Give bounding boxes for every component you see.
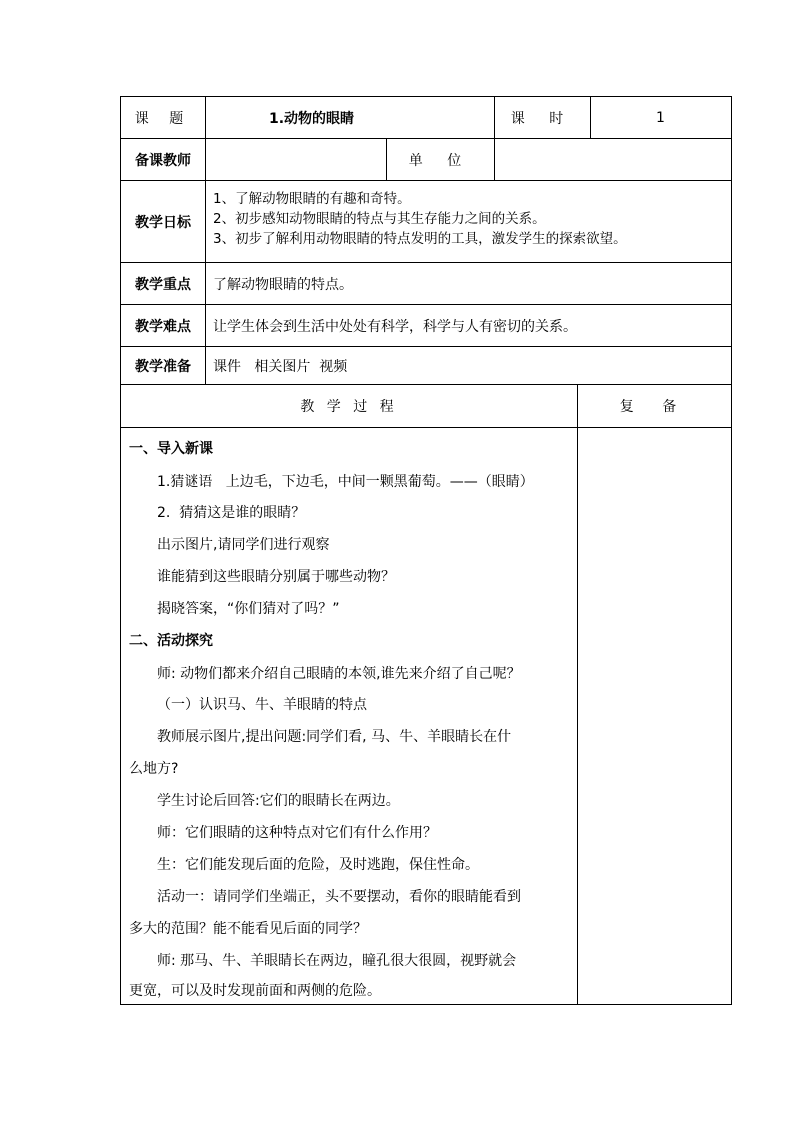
review-heading-text: 复 备 [619,399,689,415]
preparation-label-text: 教学准备 [135,358,191,375]
process-heading-text: 教 学 过 程 [300,399,398,415]
key-point-label-text: 教学重点 [135,276,191,293]
goal-item: 3、初步了解利用动物眼睛的特点发明的工具，激发学生的探索欲望。 [213,231,627,247]
process-heading [121,385,577,427]
process-line: 谁能猜到这些眼睛分别属于哪些动物？ [157,569,395,585]
row-difficulty [121,305,731,347]
process-line: 更宽，可以及时发现前面和两侧的危险。 [129,983,381,999]
process-line: （一）认识马、牛、羊眼睛的特点 [157,697,367,713]
process-line: 2. 猜猜这是谁的眼睛？ [157,505,306,521]
preparation-value [213,347,723,384]
difficulty-label-text: 教学难点 [135,318,191,335]
row-goals [121,181,731,263]
review-heading [577,385,731,427]
topic-label [121,97,205,138]
process-line: 师: 那马、牛、羊眼睛长在两边，瞳孔很大很圆，视野就会 [157,953,517,969]
goals-list [205,181,731,262]
period-label [494,97,590,138]
process-line: 生：它们能发现后面的危险，及时逃跑，保住性命。 [157,857,479,873]
row-teacher [121,139,731,181]
difficulty-label [121,305,205,346]
goal-item: 2、初步感知动物眼睛的特点与其生存能力之间的关系。 [213,211,546,227]
key-point-value-text: 了解动物眼睛的特点。 [213,276,353,293]
process-line: 出示图片,请同学们进行观察 [157,537,330,553]
process-body [121,428,731,1004]
key-point-label [121,263,205,304]
key-point-value [213,263,723,304]
process-line: 多大的范围？能不能看见后面的同学？ [129,921,367,937]
preparation-value-text: 课件 相关图片 视频 [213,358,348,375]
process-line: 师：它们眼睛的这种特点对它们有什么作用？ [157,825,437,841]
period-label-text: 课 时 [510,110,574,127]
process-line: 1.猜谜语 上边毛，下边毛，中间一颗黑葡萄。——（眼睛） [157,474,534,490]
goals-label [121,181,205,262]
row-key-point [121,263,731,305]
teacher-label [121,139,205,180]
preparation-label [121,347,205,384]
process-line: 活动一：请同学们坐端正，头不要摆动，看你的眼睛能看到 [157,889,521,905]
difficulty-value [213,305,723,346]
row-preparation [121,347,731,385]
topic-label-text: 课 题 [134,110,192,127]
row-topic [121,97,731,139]
period-value [590,97,731,138]
difficulty-value-text: 让学生体会到生活中处处有科学，科学与人有密切的关系。 [213,318,577,335]
lesson-plan-table [120,96,732,1005]
teacher-value [205,139,385,180]
process-line: 师: 动物们都来介绍自己眼睛的本领,谁先来介绍了自己呢？ [157,666,521,682]
process-line: 揭晓答案，“你们猜对了吗？” [157,601,340,617]
process-line: 学生讨论后回答:它们的眼睛长在两边。 [157,793,400,809]
section-heading: 二、活动探究 [129,633,213,649]
unit-label-text: 单 位 [408,152,472,169]
section-heading: 一、导入新课 [129,441,213,457]
topic-value-text: 1.动物的眼睛 [269,110,355,127]
row-process-heading [121,385,731,428]
goals-label-text: 教学日标 [135,214,191,231]
unit-value [494,139,731,180]
process-line: 教师展示图片,提出问题:同学们看, 马、牛、羊眼睛长在什 [157,729,512,745]
goal-item: 1、了解动物眼睛的有趣和奇特。 [213,191,411,207]
topic-value [269,97,489,138]
unit-label [386,139,494,180]
period-value-text: 1 [656,109,665,126]
process-line: 么地方? [129,761,179,777]
teacher-label-text: 备课教师 [135,152,191,169]
